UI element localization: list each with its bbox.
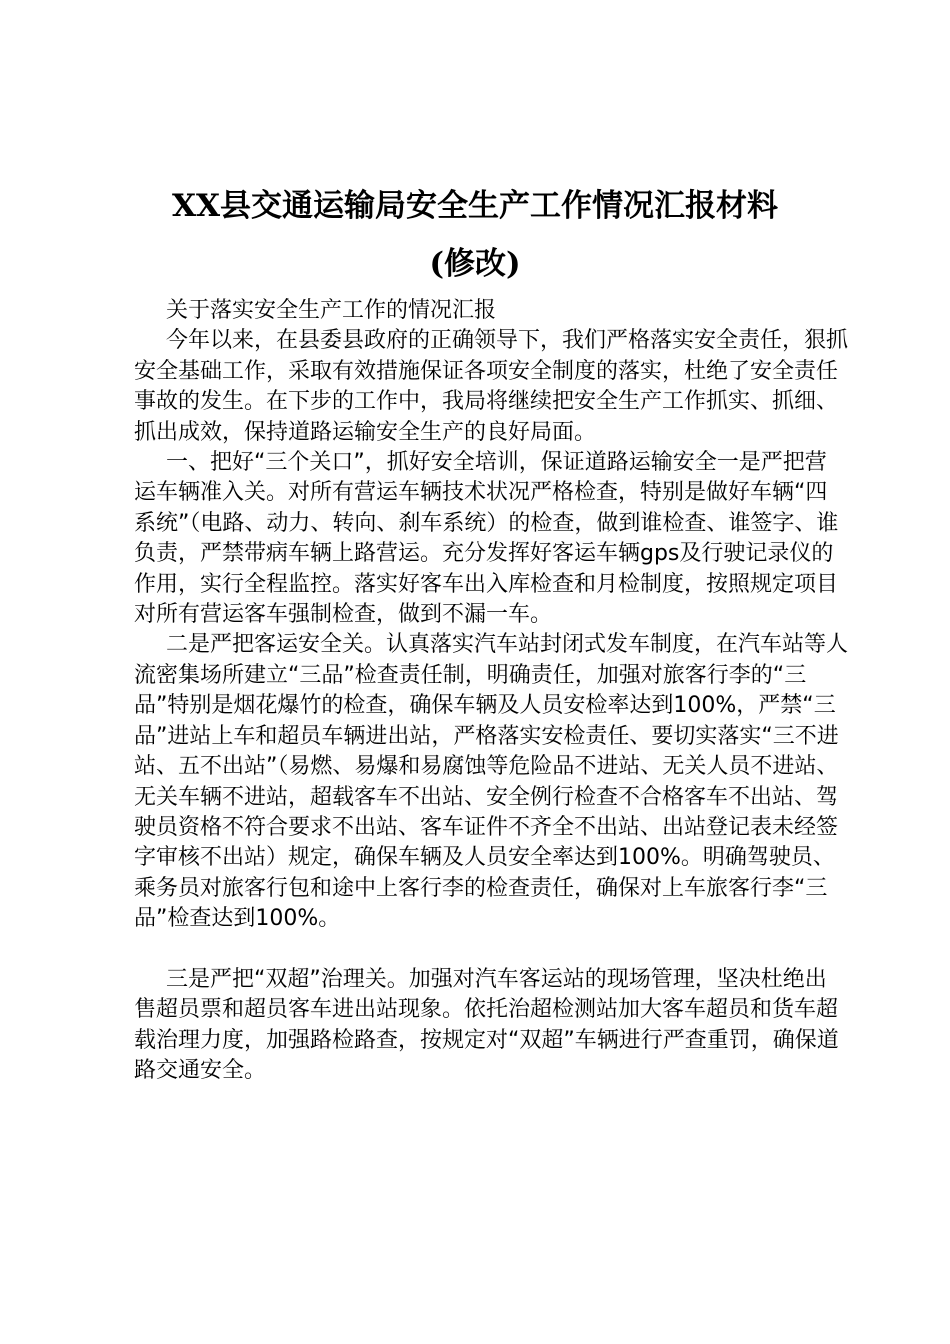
paragraph-section-1: 一、把好“三个关口”，抓好安全培训，保证道路运输安全一是严把营运车辆准入关。对所有营运车辆技术状况严格检查，特别是做好车辆“四系统”（电路、动力、转向、刹车系统）的检查，做到谁检查、谁签字、谁负责，严禁带病车辆上路营运。充分发挥好客运车辆gps及行驶记录仪的作用，实行全程监控。落实好客车出入库检查和月检制度，按照规定项目对所有营运客车强制检查，做到不漏一车。 — [134, 450, 839, 628]
paragraph-intro: 今年以来，在县委县政府的正确领导下，我们严格落实安全责任，狠抓安全基础工作，采取有效措施保证各项安全制度的落实，杜绝了安全责任事故的发生。在下步的工作中，我局将继续把安全生产工作抓实、抓细、抓出成效，保持道路运输安全生产的良好局面。 — [134, 328, 849, 445]
document-body — [134, 296, 848, 1087]
document-subtitle: (修改) — [429, 246, 521, 282]
paragraph-heading: 关于落实安全生产工作的情况汇报 — [166, 298, 497, 323]
paragraph-section-2: 二是严把客运安全关。认真落实汽车站封闭式发车制度，在汽车站等人流密集场所建立“三品”检查责任制，明确责任，加强对旅客行李的“三品”特别是烟花爆竹的检查，确保车辆及人员安检率达到100%，严禁“三品”进站上车和超员车辆进出站，严格落实安检责任、要切实落实“三不进站、五不出站”（易燃、易爆和易腐蚀等危险品不进站、无关人员不进站、无关车辆不进站，超载客车不出站、安全例行检查不合格客车不出站、驾驶员资格不符合要求不出站、客车证件不齐全不出站、出站登记表未经签字审核不出站）规定，确保车辆及人员安全率达到100%。明确驾驶员、乘务员对旅客行包和途中上客行李的检查责任，确保对上车旅客行李“三品”检查达到100%。 — [134, 632, 849, 932]
paragraph-section-3: 三是严把“双超”治理关。加强对汽车客运站的现场管理，坚决杜绝出售超员票和超员客车进出站现象。依托治超检测站加大客车超员和货车超载治理力度，加强路检路查，按规定对“双超”车辆进行严查重罚，确保道路交通安全。 — [134, 966, 839, 1084]
document-title: XX县交通运输局安全生产工作情况汇报材料 — [171, 188, 779, 224]
